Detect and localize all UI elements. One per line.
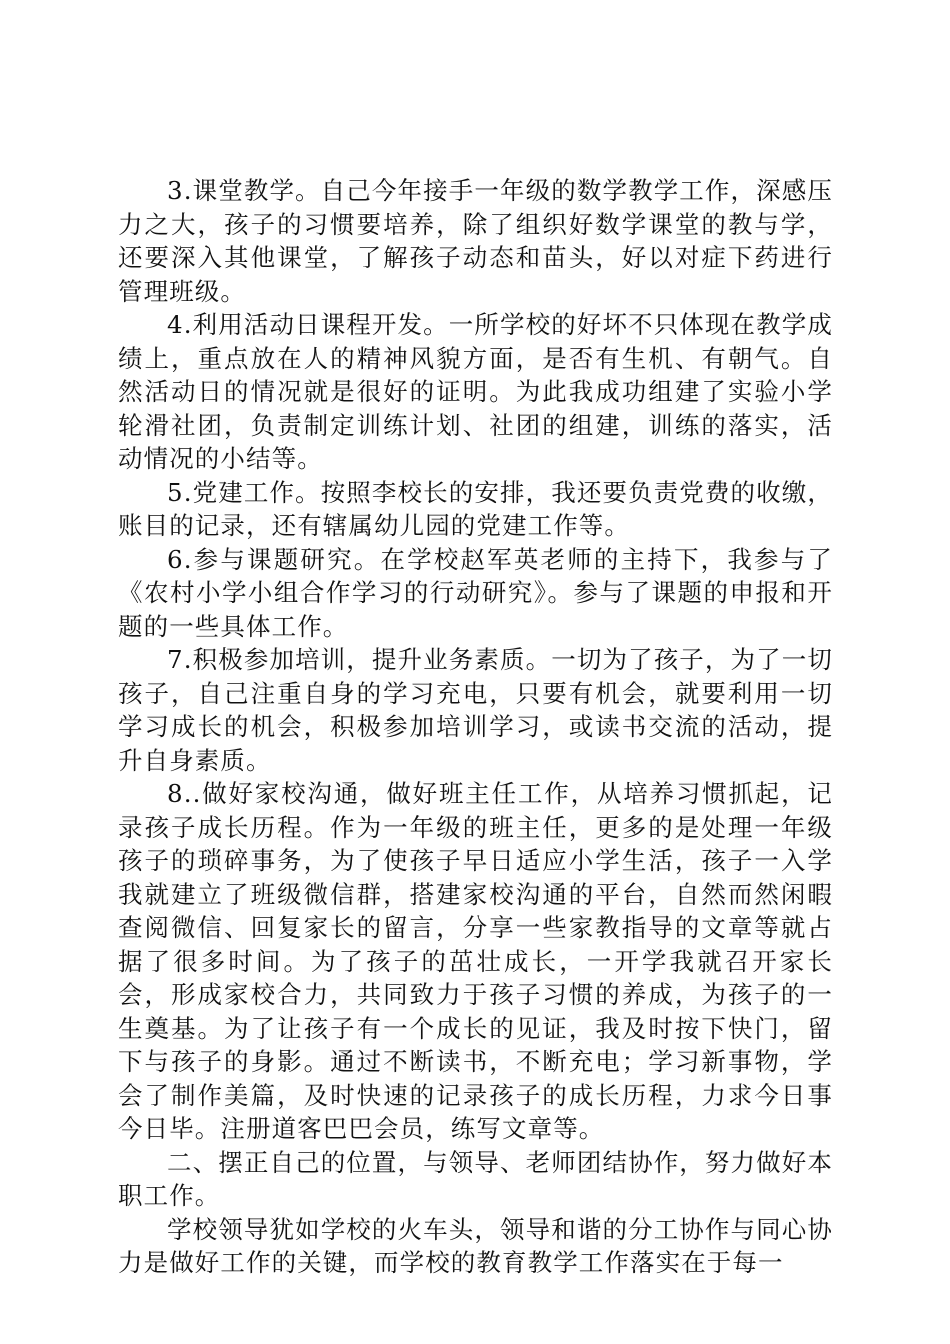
paragraph-training: 7.积极参加培训，提升业务素质。一切为了孩子，为了一切孩子，自己注重自身的学习充电，只要有机会，就要利用一切学习成长的机会，积极参加培训学习，或读书交流的活动，提升自身素质。 — [118, 645, 833, 775]
paragraph-activity-day: 4.利用活动日课程开发。一所学校的好坏不只体现在教学成绩上，重点放在人的精神风貌方面，是否有生机、有朝气。自然活动日的情况就是很好的证明。为此我成功组建了实验小学轮滑社团，负责制定训练计划、社团的组建，训练的落实，活动情况的小结等。 — [118, 310, 833, 473]
paragraph-home-school: 8..做好家校沟通，做好班主任工作，从培养习惯抓起，记录孩子成长历程。作为一年级的班主任，更多的是处理一年级孩子的琐碎事务，为了使孩子早日适应小学生活，孩子一入学我就建立了班级微信群，搭建家校沟通的平台，自然而然闲暇查阅微信、回复家长的留言，分享一些家教指导的文章等就占据了很多时间。为了孩子的茁壮成长，一开学我就召开家长会，形成家校合力，共同致力于孩子习惯的养成，为孩子的一生奠基。为了让孩子有一个成长的见证，我及时按下快门，留下与孩子的身影。通过不断读书，不断充电；学习新事物，学会了制作美篇，及时快速的记录孩子的成长历程，力求今日事今日毕。注册道客巴巴会员，练写文章等。 — [118, 779, 833, 1143]
section-heading-two: 二、摆正自己的位置，与领导、老师团结协作，努力做好本职工作。 — [118, 1147, 833, 1210]
paragraph-party-building: 5.党建工作。按照李校长的安排，我还要负责党费的收缴，账目的记录，还有辖属幼儿园的党建工作等。 — [118, 477, 833, 540]
paragraph-classroom-teaching: 3.课堂教学。自己今年接手一年级的数学教学工作，深感压力之大，孩子的习惯要培养，除了组织好数学课堂的教与学，还要深入其他课堂，了解孩子动态和苗头，好以对症下药进行管理班级。 — [118, 176, 833, 306]
document-body — [118, 174, 833, 1280]
paragraph-research: 6.参与课题研究。在学校赵军英老师的主持下，我参与了《农村小学小组合作学习的行动研究》。参与了课题的申报和开题的一些具体工作。 — [118, 544, 833, 641]
paragraph-leadership: 学校领导犹如学校的火车头，领导和谐的分工协作与同心协力是做好工作的关键，而学校的教育教学工作落实在于每一 — [118, 1214, 833, 1277]
